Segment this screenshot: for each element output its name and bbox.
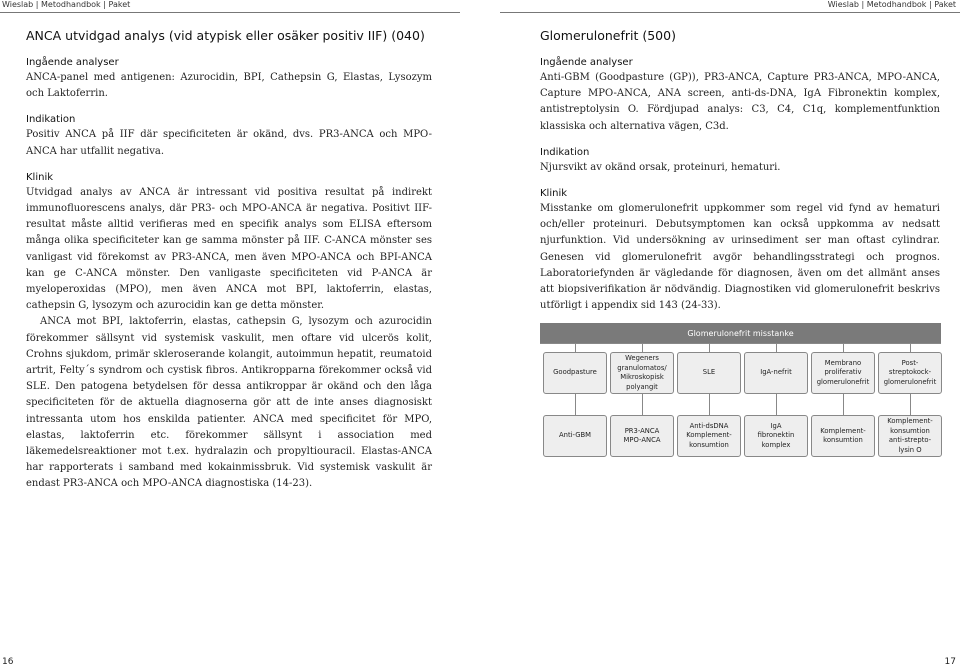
connector-line <box>575 343 576 352</box>
connector-line <box>910 343 911 352</box>
heading-klinik: Klinik <box>26 171 54 183</box>
analyser-text: ANCA-panel med antigenen: Azurocidin, BPI, Cathepsin G, Elastas, Lysozym och Laktoferrin. <box>26 72 432 100</box>
analyser-text: Anti-GBM (Goodpasture (GP)), PR3-ANCA, Capture PR3-ANCA, MPO-ANCA, Capture MPO-ANCA, ANA screen, anti-ds-DNA, IgA Fibronektin komplex, antistreptolysin O. Fördjupad analys: C3, C4, C1q, komplementfunktion klassiska och alternativa vägen, C3d. <box>540 72 940 132</box>
connector-line <box>642 343 643 352</box>
box-pr3-mpo-anca: PR3-ANCA MPO-ANCA <box>610 415 674 457</box>
box-anti-dsdna: Anti-dsDNA Komplement- konsumtion <box>677 415 741 457</box>
connector-line <box>776 343 777 352</box>
klinik-text: Misstanke om glomerulonefrit uppkommer som regel vid fynd av hematuri och/eller proteinuri. Debutsymptomen kan också uppkomma av nedsatt njurfunktion. Vid undersökning av urinsediment ser man oftast cylindrar. Genesen vid glomerulonefrit avgör behandlingsstrategi och prognos. Laboratoriefynden är vägledande för diagnosen, även om det allmänt anses att biopsiverifikation är nödvändig. Diagnostiken vid glomerulonefrit beskrivs utförligt i appendix sid 143 (24-33). <box>540 203 940 312</box>
connector-line <box>776 394 777 415</box>
klinik-paragraph-1: Utvidgad analys av ANCA är intressant vid positiva resultat på indirekt immunofluorescens analys, där PR3- och MPO-ANCA är negativa. Positivt IIF-resultat måste alltid verifieras med en specifik analys som ELISA eftersom många olika specificiteter kan ge samma mönster på IIF. C-ANCA mönster ses vanligast vid förekomst av PR3-ANCA, men även MPO-ANCA och BPI-ANCA kan ge C-ANCA mönster. Den vanligaste specificiteten vid P-ANCA är myeloperoxidas (MPO), men även ANCA mot BPI, laktoferrin, elastas, cathepsin G, lysozym och azurocidin kan ge detta mönster. <box>26 186 432 312</box>
box-goodpasture: Goodpasture <box>543 352 607 394</box>
left-page-column <box>26 20 432 493</box>
glomerulonefrit-flowchart <box>540 323 941 458</box>
heading-ingaende-analyser: Ingående analyser <box>26 57 119 68</box>
box-komplement-aso: Komplement- konsumtion anti-strepto- lysin O <box>878 415 942 457</box>
heading-indikation: Indikation <box>540 146 590 158</box>
box-wegeners: Wegeners granulomatos/ Mikroskopisk polyangit <box>610 352 674 394</box>
box-post-streptokock: Post- streptokock- glomerulonefrit <box>878 352 942 394</box>
indikation-text: Positiv ANCA på IIF där specificiteten är okänd, dvs. PR3-ANCA och MPO-ANCA har utfallit negativa. <box>26 129 432 157</box>
page-number-left: 16 <box>2 657 14 667</box>
heading-klinik: Klinik <box>540 188 568 200</box>
box-membrano: Membrano proliferativ glomerulonefrit <box>811 352 875 394</box>
connector-line <box>642 394 643 415</box>
connector-line <box>709 343 710 352</box>
heading-ingaende-analyser: Ingående analyser <box>540 57 633 68</box>
box-anti-gbm: Anti-GBM <box>543 415 607 457</box>
running-header-right: Wieslab | Metodhandbok | Paket <box>827 0 956 9</box>
klinik-paragraph-2: ANCA mot BPI, laktoferrin, elastas, cathepsin G, lysozym och azurocidin förekommer sällsynt vid systemisk vaskulit, men oftare vid ulcerös kolit, Crohns sjukdom, primär skleroserande kolangit, autoimmun hepatit, reumatoid artrit, Felty´s syndrom och cystisk fibros. Antikropparna förekommer också vid SLE. Den patogena betydelsen för dessa antikroppar är okänd och den låga specificiteten för de aktuella diagnoserna gör att de inte anses diagnosiskt intressanta utom hos enskilda patienter. ANCA med specificitet för MPO, elastas, laktoferrin etc. förekommer sällsynt i association med läkemedelsreaktioner mot t.ex. hydralazin och propyltiouracil. Elastas-ANCA har rapporterats i samband med kokainmissbruk. Vid systemisk vaskulit är endast PR3-ANCA och MPO-ANCA diagnostiska (14-23). <box>26 316 432 490</box>
header-rule-right <box>500 12 960 13</box>
running-header-left: Wieslab | Metodhandbok | Paket <box>2 0 131 9</box>
box-komplement: Komplement- konsumtion <box>811 415 875 457</box>
connector-line <box>709 394 710 415</box>
connector-line <box>575 394 576 415</box>
connector-line <box>540 343 941 344</box>
section-title-glomerulonefrit: Glomerulonefrit (500) <box>540 28 676 43</box>
box-sle: SLE <box>677 352 741 394</box>
connector-line <box>910 394 911 415</box>
header-rule-left <box>0 12 460 13</box>
box-iga-nefrit: IgA-nefrit <box>744 352 808 394</box>
page-number-right: 17 <box>944 657 956 667</box>
right-page-column <box>540 20 940 314</box>
box-iga-fibronektin: IgA fibronektin komplex <box>744 415 808 457</box>
connector-line <box>843 394 844 415</box>
connector-line <box>843 343 844 352</box>
section-title-anca: ANCA utvidgad analys (vid atypisk eller osäker positiv IIF) (040) <box>26 28 425 43</box>
indikation-text: Njursvikt av okänd orsak, proteinuri, hematuri. <box>540 161 781 173</box>
heading-indikation: Indikation <box>26 114 76 126</box>
flowchart-title: Glomerulonefrit misstanke <box>540 323 941 343</box>
